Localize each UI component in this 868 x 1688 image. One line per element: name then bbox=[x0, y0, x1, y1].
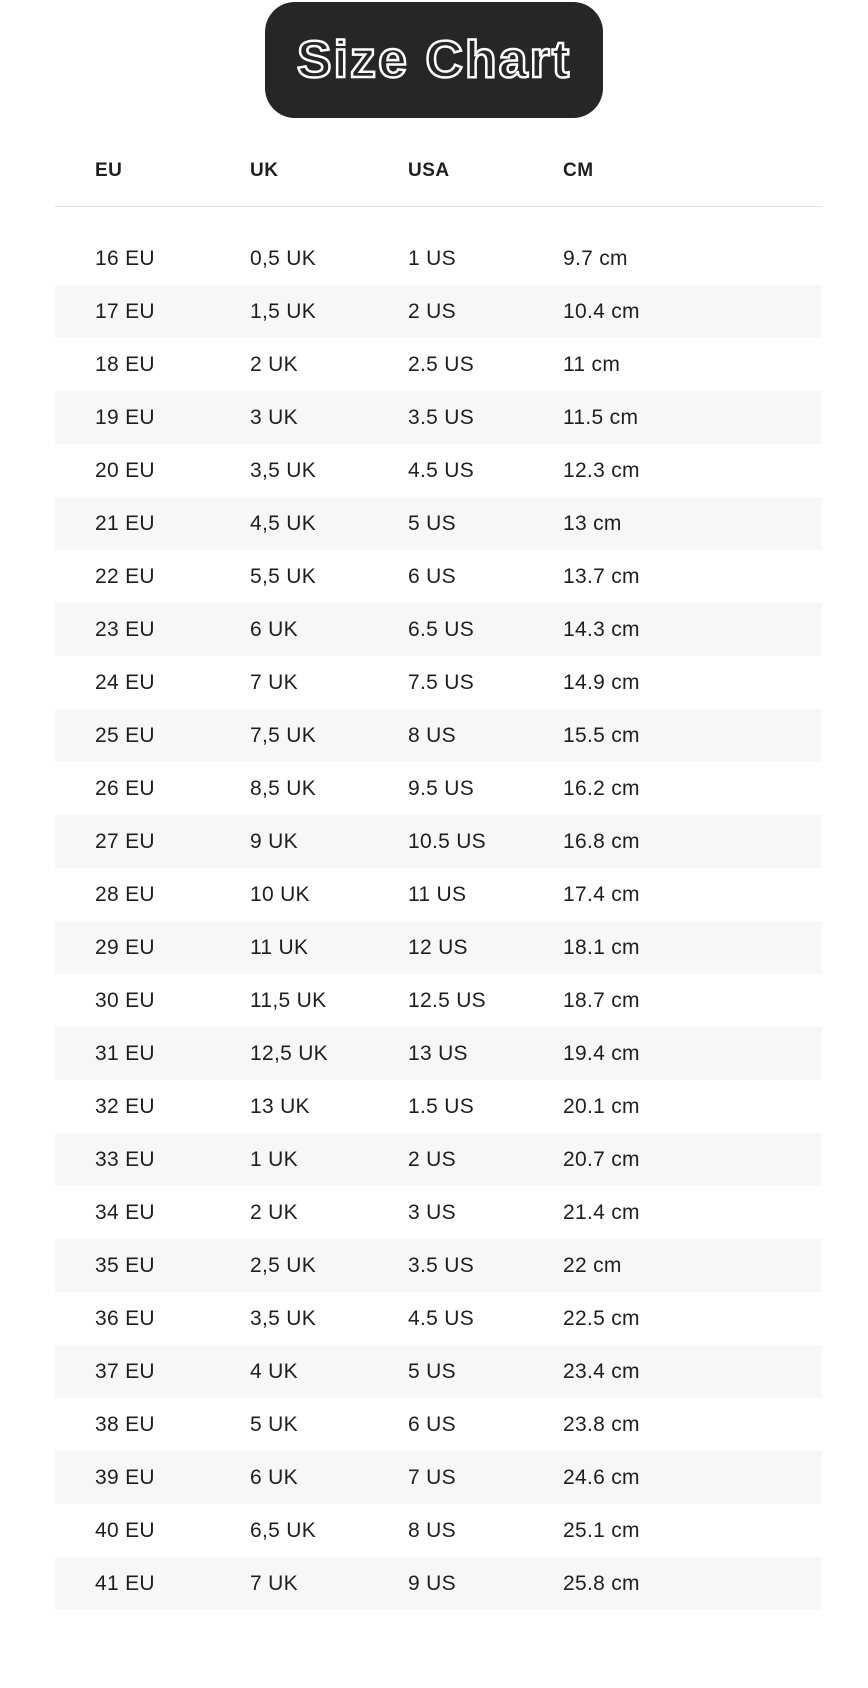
cell-cm: 14.3 cm bbox=[563, 617, 640, 641]
cell-usa: 9 US bbox=[408, 1571, 456, 1595]
cell-eu: 32 EU bbox=[95, 1094, 155, 1118]
cell-uk: 1 UK bbox=[250, 1147, 298, 1171]
cell-uk: 7 UK bbox=[250, 670, 298, 694]
cell-uk: 9 UK bbox=[250, 829, 298, 853]
cell-uk: 7,5 UK bbox=[250, 723, 316, 747]
cell-usa: 3.5 US bbox=[408, 405, 474, 429]
cell-cm: 20.7 cm bbox=[563, 1147, 640, 1171]
table-row bbox=[55, 1080, 822, 1133]
cell-uk: 3,5 UK bbox=[250, 458, 316, 482]
cell-eu: 26 EU bbox=[95, 776, 155, 800]
cell-uk: 0,5 UK bbox=[250, 246, 316, 270]
table-row bbox=[55, 868, 822, 921]
cell-eu: 34 EU bbox=[95, 1200, 155, 1224]
cell-uk: 2 UK bbox=[250, 1200, 298, 1224]
cell-cm: 13 cm bbox=[563, 511, 622, 535]
cell-eu: 22 EU bbox=[95, 564, 155, 588]
table-row bbox=[55, 444, 822, 497]
table-row bbox=[55, 1186, 822, 1239]
cell-usa: 6.5 US bbox=[408, 617, 474, 641]
cell-cm: 11 cm bbox=[563, 352, 621, 376]
cell-usa: 2.5 US bbox=[408, 352, 474, 376]
cell-usa: 13 US bbox=[408, 1041, 468, 1065]
cell-uk: 10 UK bbox=[250, 882, 310, 906]
cell-cm: 16.2 cm bbox=[563, 776, 640, 800]
cell-uk: 6 UK bbox=[250, 617, 298, 641]
table-row bbox=[55, 497, 822, 550]
cell-cm: 13.7 cm bbox=[563, 564, 640, 588]
cell-cm: 18.7 cm bbox=[563, 988, 640, 1012]
cell-eu: 39 EU bbox=[95, 1465, 155, 1489]
size-chart-table bbox=[55, 160, 822, 1610]
cell-uk: 13 UK bbox=[250, 1094, 310, 1118]
column-header-cm: CM bbox=[563, 160, 594, 181]
cell-usa: 8 US bbox=[408, 1518, 456, 1542]
column-header-eu: EU bbox=[95, 160, 123, 181]
cell-cm: 15.5 cm bbox=[563, 723, 640, 747]
cell-cm: 22 cm bbox=[563, 1253, 622, 1277]
cell-usa: 2 US bbox=[408, 299, 456, 323]
table-row bbox=[55, 1133, 822, 1186]
cell-cm: 18.1 cm bbox=[563, 935, 640, 959]
table-row bbox=[55, 1239, 822, 1292]
size-chart-title-badge bbox=[265, 2, 603, 118]
cell-cm: 9.7 cm bbox=[563, 246, 628, 270]
cell-eu: 27 EU bbox=[95, 829, 155, 853]
table-row bbox=[55, 1557, 822, 1610]
cell-cm: 11.5 cm bbox=[563, 405, 639, 429]
table-row bbox=[55, 1504, 822, 1557]
cell-usa: 8 US bbox=[408, 723, 456, 747]
cell-cm: 20.1 cm bbox=[563, 1094, 640, 1118]
table-row bbox=[55, 1292, 822, 1345]
table-row bbox=[55, 550, 822, 603]
cell-usa: 5 US bbox=[408, 1359, 456, 1383]
table-row bbox=[55, 1027, 822, 1080]
cell-eu: 29 EU bbox=[95, 935, 155, 959]
cell-eu: 25 EU bbox=[95, 723, 155, 747]
cell-eu: 24 EU bbox=[95, 670, 155, 694]
cell-eu: 28 EU bbox=[95, 882, 155, 906]
cell-uk: 4,5 UK bbox=[250, 511, 316, 535]
table-row bbox=[55, 1451, 822, 1504]
cell-cm: 12.3 cm bbox=[563, 458, 640, 482]
cell-uk: 5 UK bbox=[250, 1412, 298, 1436]
cell-eu: 31 EU bbox=[95, 1041, 155, 1065]
table-row bbox=[55, 921, 822, 974]
cell-uk: 6,5 UK bbox=[250, 1518, 316, 1542]
cell-uk: 2,5 UK bbox=[250, 1253, 316, 1277]
table-row bbox=[55, 1398, 822, 1451]
cell-cm: 23.8 cm bbox=[563, 1412, 640, 1436]
cell-uk: 11 UK bbox=[250, 935, 309, 959]
column-header-uk: UK bbox=[250, 160, 279, 181]
cell-cm: 21.4 cm bbox=[563, 1200, 640, 1224]
cell-eu: 19 EU bbox=[95, 405, 155, 429]
cell-usa: 5 US bbox=[408, 511, 456, 535]
cell-eu: 36 EU bbox=[95, 1306, 155, 1330]
cell-uk: 1,5 UK bbox=[250, 299, 316, 323]
cell-uk: 4 UK bbox=[250, 1359, 298, 1383]
header-gap bbox=[55, 207, 822, 232]
cell-uk: 12,5 UK bbox=[250, 1041, 328, 1065]
cell-cm: 19.4 cm bbox=[563, 1041, 640, 1065]
cell-usa: 12.5 US bbox=[408, 988, 486, 1012]
table-row bbox=[55, 1345, 822, 1398]
cell-uk: 3,5 UK bbox=[250, 1306, 316, 1330]
cell-usa: 1.5 US bbox=[408, 1094, 474, 1118]
cell-cm: 25.8 cm bbox=[563, 1571, 640, 1595]
cell-usa: 6 US bbox=[408, 564, 456, 588]
table-row bbox=[55, 338, 822, 391]
table-row bbox=[55, 391, 822, 444]
cell-usa: 4.5 US bbox=[408, 458, 474, 482]
cell-uk: 8,5 UK bbox=[250, 776, 316, 800]
cell-usa: 9.5 US bbox=[408, 776, 474, 800]
cell-cm: 22.5 cm bbox=[563, 1306, 640, 1330]
table-row bbox=[55, 974, 822, 1027]
size-chart-title: Size Chart bbox=[296, 31, 572, 89]
cell-usa: 7.5 US bbox=[408, 670, 474, 694]
cell-cm: 10.4 cm bbox=[563, 299, 640, 323]
cell-usa: 3 US bbox=[408, 1200, 456, 1224]
cell-uk: 7 UK bbox=[250, 1571, 298, 1595]
cell-usa: 7 US bbox=[408, 1465, 456, 1489]
cell-usa: 10.5 US bbox=[408, 829, 486, 853]
table-header-row bbox=[55, 160, 822, 207]
cell-cm: 14.9 cm bbox=[563, 670, 640, 694]
cell-cm: 25.1 cm bbox=[563, 1518, 640, 1542]
cell-eu: 23 EU bbox=[95, 617, 155, 641]
table-body bbox=[55, 232, 822, 1610]
table-row bbox=[55, 762, 822, 815]
column-header-usa: USA bbox=[408, 160, 450, 181]
cell-eu: 17 EU bbox=[95, 299, 155, 323]
cell-eu: 20 EU bbox=[95, 458, 155, 482]
table-row bbox=[55, 709, 822, 762]
table-row bbox=[55, 815, 822, 868]
cell-eu: 35 EU bbox=[95, 1253, 155, 1277]
cell-usa: 3.5 US bbox=[408, 1253, 474, 1277]
cell-usa: 6 US bbox=[408, 1412, 456, 1436]
cell-eu: 38 EU bbox=[95, 1412, 155, 1436]
cell-eu: 41 EU bbox=[95, 1571, 155, 1595]
cell-eu: 16 EU bbox=[95, 246, 155, 270]
cell-cm: 24.6 cm bbox=[563, 1465, 640, 1489]
cell-usa: 12 US bbox=[408, 935, 468, 959]
cell-uk: 2 UK bbox=[250, 352, 298, 376]
table-row bbox=[55, 232, 822, 285]
table-row bbox=[55, 603, 822, 656]
cell-cm: 23.4 cm bbox=[563, 1359, 640, 1383]
cell-usa: 2 US bbox=[408, 1147, 456, 1171]
table-row bbox=[55, 285, 822, 338]
cell-uk: 3 UK bbox=[250, 405, 298, 429]
cell-usa: 11 US bbox=[408, 882, 467, 906]
cell-eu: 18 EU bbox=[95, 352, 155, 376]
cell-uk: 5,5 UK bbox=[250, 564, 316, 588]
cell-cm: 16.8 cm bbox=[563, 829, 640, 853]
cell-uk: 11,5 UK bbox=[250, 988, 327, 1012]
cell-eu: 21 EU bbox=[95, 511, 155, 535]
cell-cm: 17.4 cm bbox=[563, 882, 640, 906]
cell-usa: 1 US bbox=[408, 246, 456, 270]
cell-eu: 40 EU bbox=[95, 1518, 155, 1542]
cell-usa: 4.5 US bbox=[408, 1306, 474, 1330]
cell-eu: 30 EU bbox=[95, 988, 155, 1012]
cell-uk: 6 UK bbox=[250, 1465, 298, 1489]
cell-eu: 37 EU bbox=[95, 1359, 155, 1383]
table-row bbox=[55, 656, 822, 709]
cell-eu: 33 EU bbox=[95, 1147, 155, 1171]
